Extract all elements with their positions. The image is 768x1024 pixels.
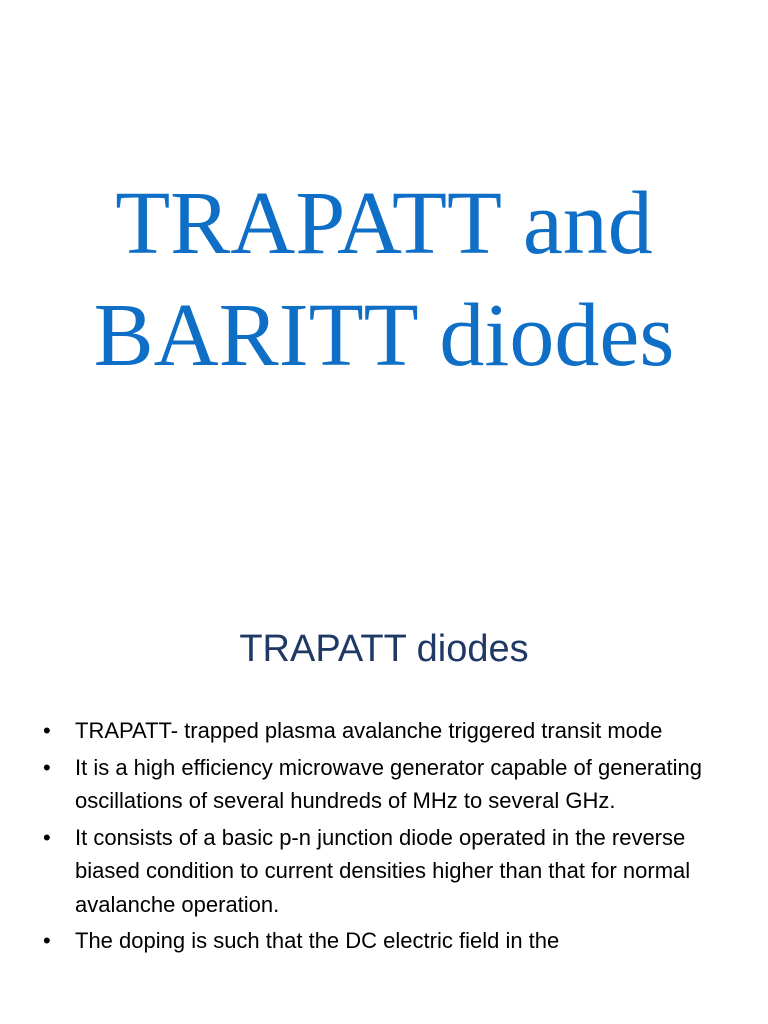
bullet-dot-icon: •	[43, 754, 51, 780]
bullet-text: The doping is such that the DC electric field in the	[75, 928, 560, 953]
bullet-item	[40, 924, 730, 958]
section-heading: TRAPATT diodes	[239, 628, 529, 670]
slide-title	[0, 168, 768, 392]
bullet-dot-icon: •	[43, 824, 51, 850]
slide-title-line-1: TRAPATT and	[115, 174, 653, 273]
slide-title-line-2: BARITT diodes	[93, 286, 675, 385]
bullet-list	[40, 714, 730, 961]
bullet-text: It is a high efficiency microwave generator capable of generating oscillations of several hundreds of MHz to several GHz.	[75, 754, 702, 813]
bullet-item	[40, 714, 730, 748]
bullet-dot-icon: •	[43, 718, 51, 743]
bullet-dot-icon: •	[43, 928, 51, 953]
bullet-text: TRAPATT- trapped plasma avalanche triggered transit mode	[75, 718, 663, 743]
bullet-text: It consists of a basic p-n junction diode operated in the reverse biased condition to current densities higher than that for normal avalanche operation.	[75, 824, 691, 917]
bullet-item	[40, 751, 730, 818]
bullet-item	[40, 821, 730, 922]
